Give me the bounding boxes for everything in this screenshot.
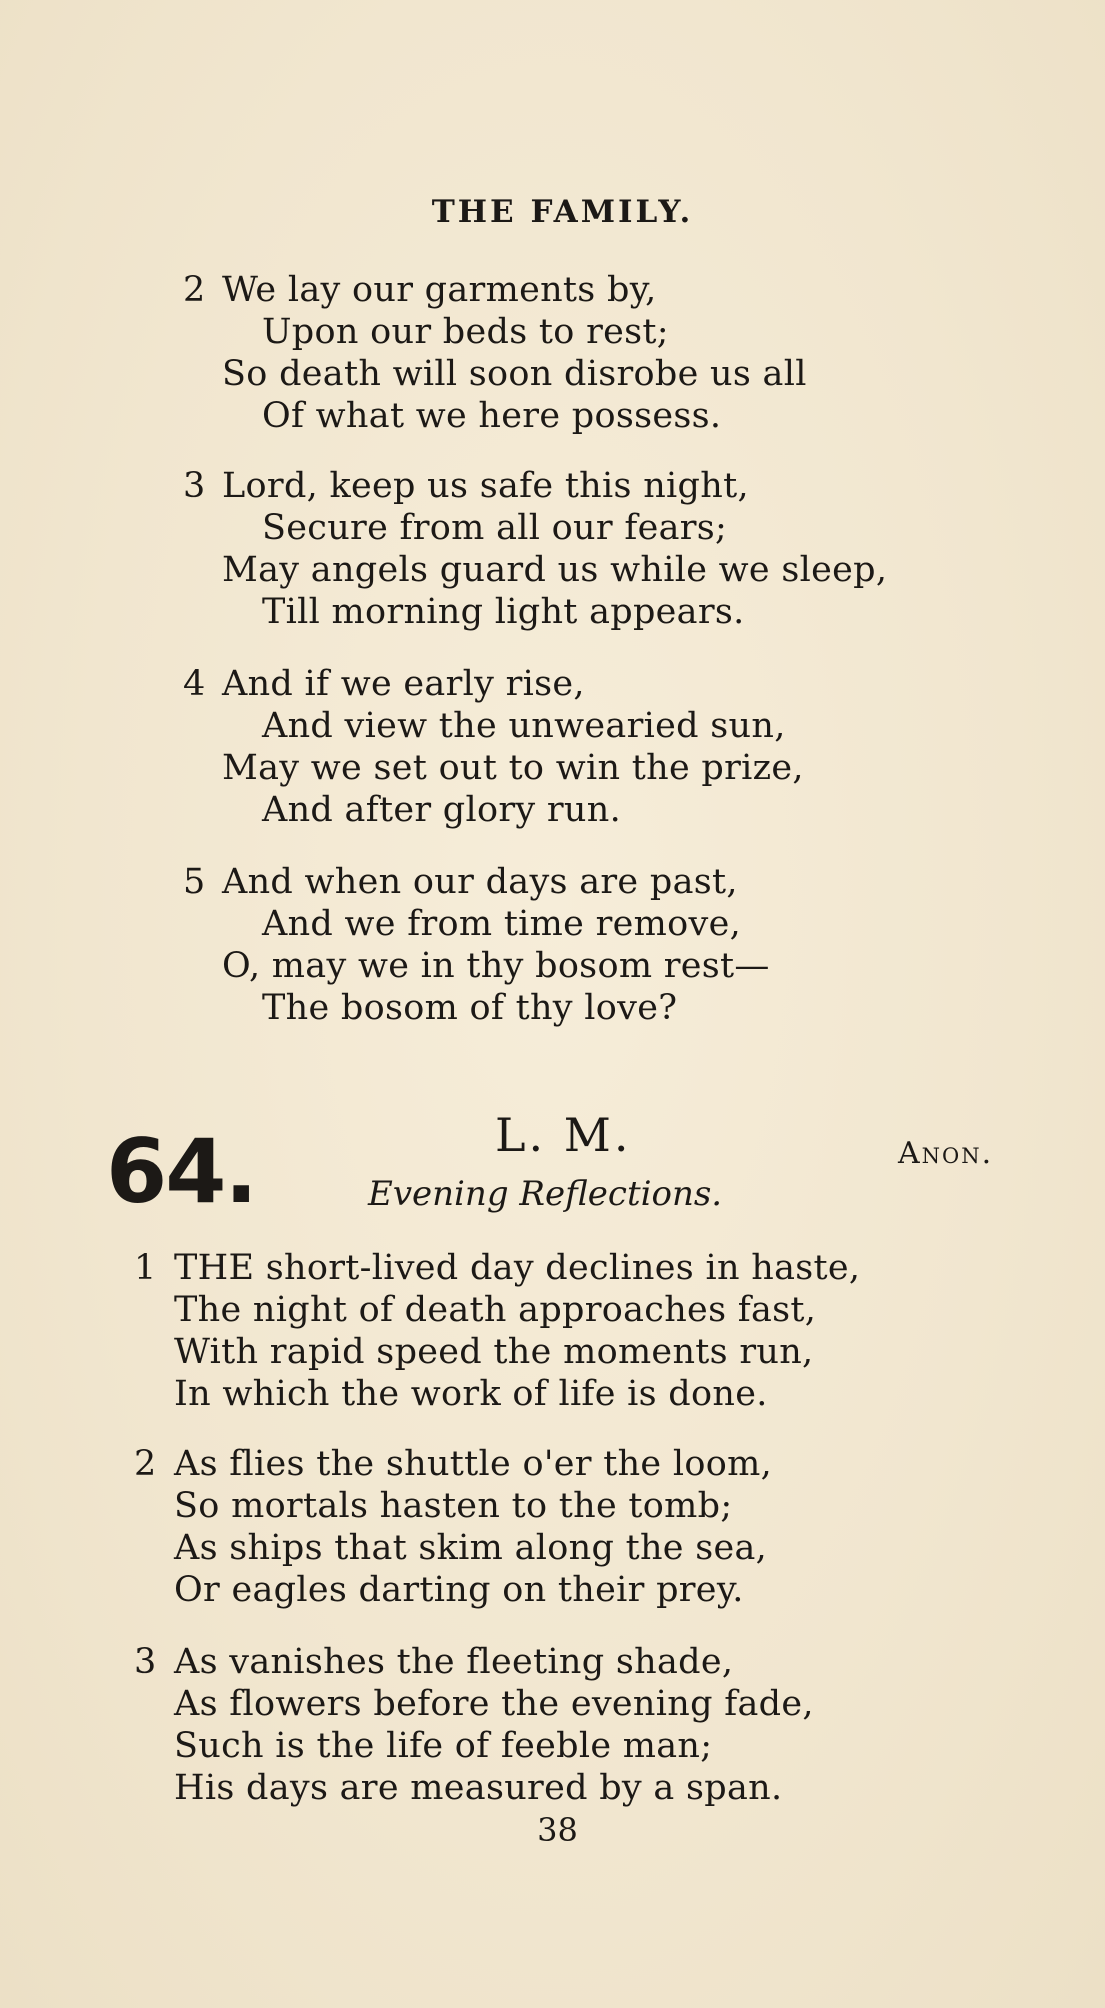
verse-line: So death will soon disrobe us all [222,354,807,394]
verse-line: The night of death approaches fast, [174,1290,817,1330]
verse-line: His days are measured by a span. [174,1768,783,1808]
verse-line: As flies the shuttle o'er the loom, [174,1444,773,1484]
stanza-number: 2 [134,1444,157,1484]
verse-line: Such is the life of feeble man; [174,1726,713,1766]
verse-line: Till morning light appears. [262,592,745,632]
stanza-number: 2 [183,270,206,310]
verse-line: And when our days are past, [222,862,738,902]
hymn-author: Anon. [898,1136,994,1171]
verse-line: Or eagles darting on their prey. [174,1570,744,1610]
stanza-number: 3 [183,466,206,506]
stanza-number: 3 [134,1642,157,1682]
verse-line: As ships that skim along the sea, [174,1528,768,1568]
stanza-number: 1 [134,1248,157,1288]
verse-line: In which the work of life is done. [174,1374,768,1414]
stanza-number: 4 [183,664,206,704]
verse-line: As flowers before the evening fade, [174,1684,814,1724]
verse-line: May we set out to win the prize, [222,748,804,788]
verse-line: We lay our garments by, [222,270,657,310]
verse-line: THE short-lived day declines in haste, [174,1248,861,1288]
verse-line: And we from time remove, [262,904,742,944]
verse-line: May angels guard us while we sleep, [222,550,888,590]
verse-line: With rapid speed the moments run, [174,1332,814,1372]
stanza-number: 5 [183,862,206,902]
page-number: 38 [537,1811,578,1849]
hymn-meter: L. M. [495,1108,632,1162]
verse-line: Upon our beds to rest; [262,312,669,352]
verse-line: So mortals hasten to the tomb; [174,1486,733,1526]
verse-line: Of what we here possess. [262,396,722,436]
verse-line: The bosom of thy love? [262,988,678,1028]
verse-line: Lord, keep us safe this night, [222,466,749,506]
verse-line: As vanishes the fleeting shade, [174,1642,734,1682]
verse-line: And if we early rise, [222,664,585,704]
hymn-title: Evening Reflections. [368,1174,723,1214]
verse-line: And view the unwearied sun, [262,706,786,746]
running-head: THE FAMILY. [431,194,694,230]
verse-line: And after glory run. [262,790,622,830]
hymn-number: 64. [106,1120,256,1223]
verse-line: Secure from all our fears; [262,508,728,548]
verse-line: O, may we in thy bosom rest— [222,946,770,986]
